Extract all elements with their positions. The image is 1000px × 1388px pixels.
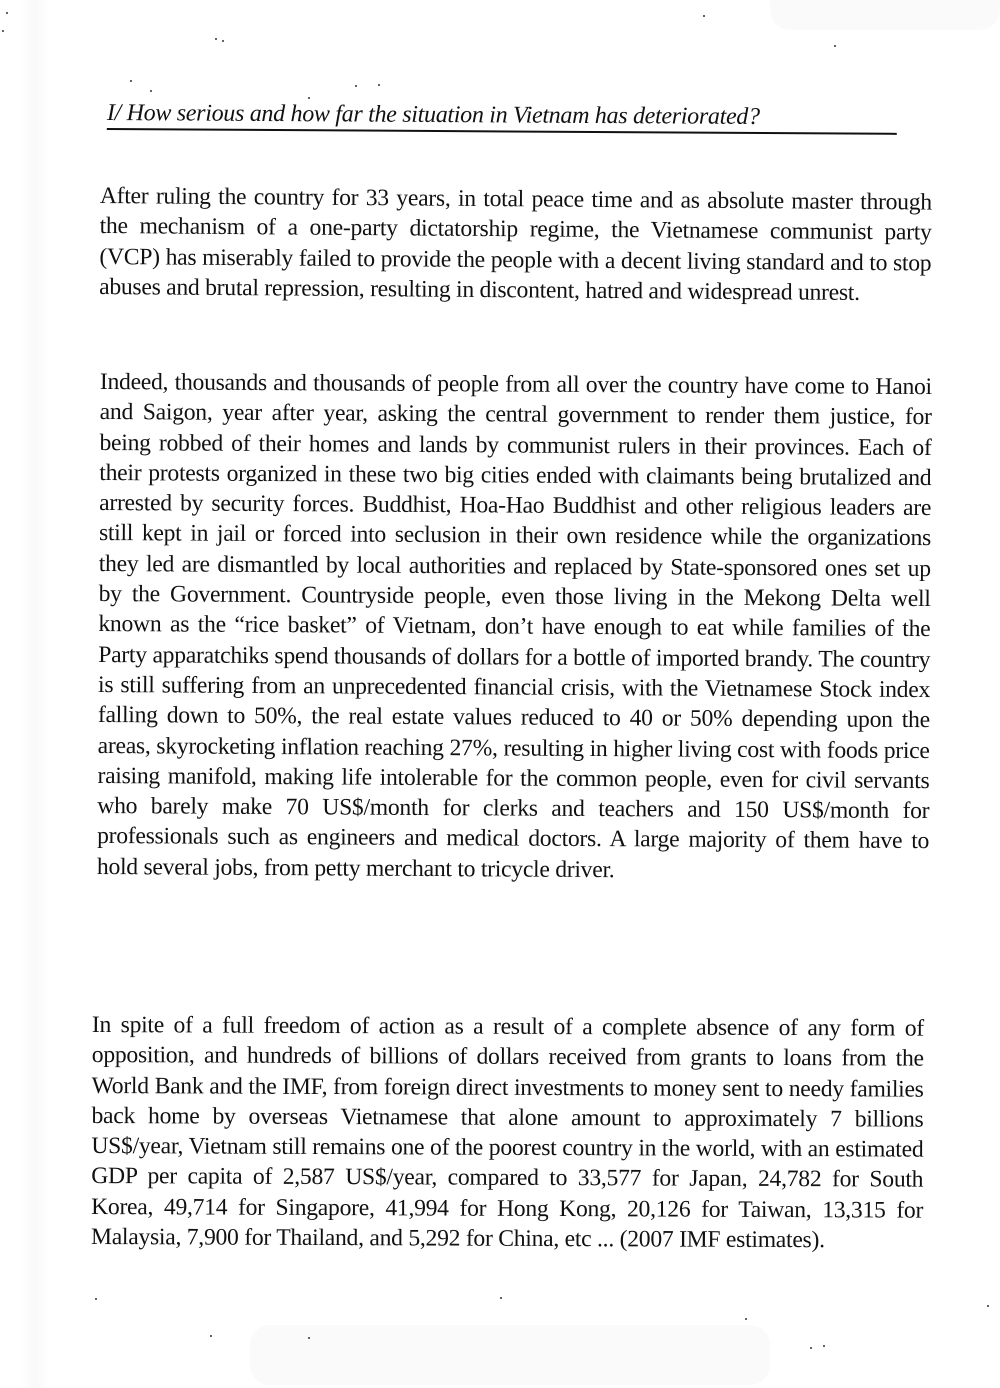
- scan-speck: [2, 30, 4, 32]
- scan-speck: [210, 1335, 212, 1337]
- scan-speck: [745, 1318, 747, 1320]
- scan-speck: [810, 1347, 812, 1349]
- scan-speck: [222, 40, 224, 42]
- scan-speck: [834, 45, 836, 47]
- paragraph-intro: After ruling the country for 33 years, in total peace time and as absolute master through the mechanism of a one-party dictatorship regime, the Vietnamese communist party (VCP) has miserably failed to provide the people with a decent living standard and to stop abuses and brutal repression, resulting in discontent, hatred and widespread unrest.: [99, 182, 932, 306]
- scan-speck: [95, 1298, 97, 1300]
- section-heading: I/ How serious and how far the situation in Vietnam has deteriorated?: [107, 98, 897, 135]
- scan-speck: [130, 80, 132, 82]
- scan-speck: [215, 38, 217, 40]
- scan-speck: [378, 84, 380, 86]
- scan-speck: [308, 1337, 310, 1339]
- scan-speck: [150, 90, 152, 92]
- scan-speck: [703, 15, 705, 17]
- scan-speck: [987, 1305, 989, 1307]
- paragraph-economy: In spite of a full freedom of action as a result of a complete absence of any form of opposition, and hundreds of billions of dollars received from grants to loans from the World Bank and the IMF, from foreign direct investments to money sent to needy families back home by overseas Vietnamese that alone amount to approximately 7 billions US$/year, Vietnam still remains one of the poorest country in the world, with an estimated GDP per capita of 2,587 US$/year, compared to 33,577 for Japan, 24,782 for South Korea, 49,714 for Singapore, 41,994 for Hong Kong, 20,126 for Taiwan, 13,315 for Malaysia, 7,900 for Thailand, and 5,292 for China, etc ... (2007 IMF estimates).: [90, 1011, 924, 1253]
- scan-speck: [823, 1345, 825, 1347]
- scan-speck: [500, 1297, 502, 1299]
- scan-speck: [308, 97, 310, 99]
- scan-shadow-bottom: [250, 1325, 770, 1385]
- paragraph-conditions: Indeed, thousands and thousands of people from all over the country have come to Hanoi and Saigon, year after year, asking the central government to render them justice, for being robbed of their homes and lands by communist rulers in their provinces. Each of their protests organized in these two big cities ended with claimants being brutalized and arrested by security forces. Buddhist, Hoa-Hao Buddhist and other religious leaders are still kept in jail or forced into seclusion in their own residence while the organizations they led are dismantled by local authorities and replaced by State-sponsored ones set up by the Government. Countryside people, even those living in the Mekong Delta well known as the “rice basket” of Vietnam, don’t have enough to eat while families of the Party apparatchiks spend thousands of dollars for a bottle of imported brandy. The country is still suffering from an unprecedented financial crisis, with the Vietnamese Stock index falling down to 50%, the real estate values reduced to 40 or 50% depending upon the areas, skyrocketing inflation reaching 27%, resulting in higher living cost with foods price raising manifold, making life intolerable for the common people, even for civil servants who barely make 70 US$/month for clerks and teachers and 150 US$/month for professionals such as engineers and medical doctors. A large majority of them have to hold several jobs, from petty merchant to tricycle driver.: [96, 368, 932, 883]
- scan-speck: [355, 85, 357, 87]
- scan-shadow-top: [770, 0, 1000, 30]
- scan-speck: [6, 12, 8, 14]
- scan-shadow-left: [20, 0, 50, 1388]
